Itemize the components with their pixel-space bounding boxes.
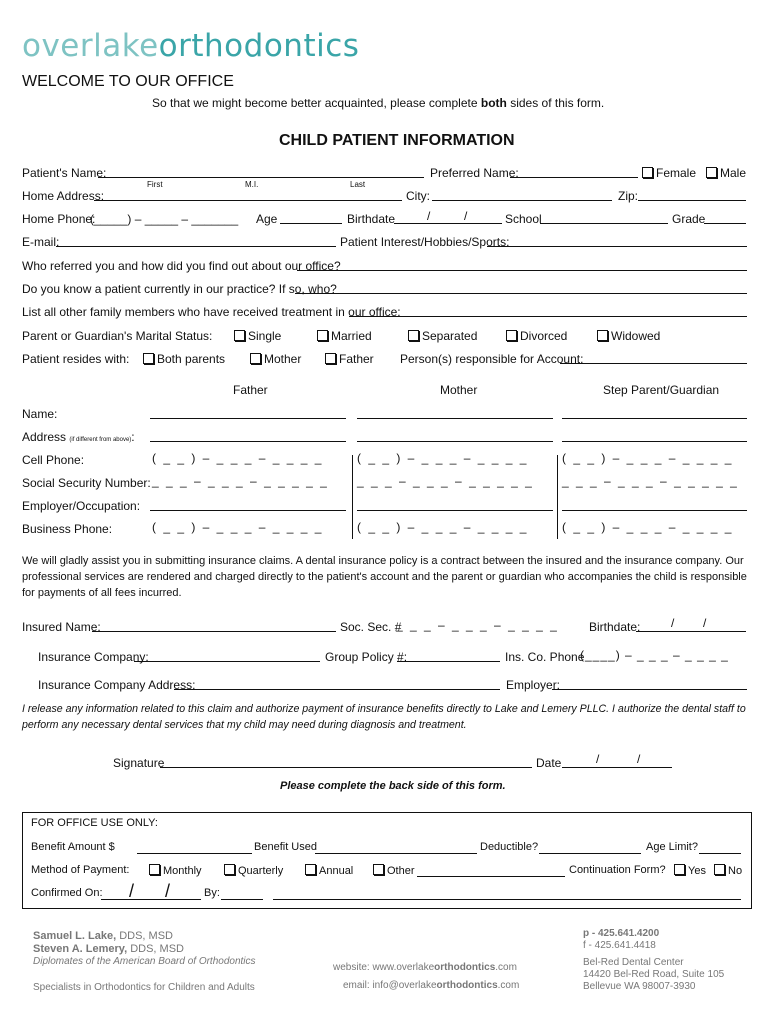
- checkbox-icon: [642, 167, 653, 178]
- continuation-no-checkbox[interactable]: No: [714, 864, 742, 877]
- intro-text: So that we might become better acquainted, please complete both sides of this form.: [152, 96, 605, 110]
- step-address-field[interactable]: [562, 441, 747, 442]
- marital-separated-checkbox[interactable]: Separated: [408, 329, 477, 343]
- checkbox-icon: [597, 330, 608, 341]
- step-employer-field[interactable]: [562, 510, 747, 511]
- referred-label: Who referred you and how did you find out about our office?: [22, 259, 341, 273]
- home-phone-label: Home Phone:: [22, 212, 96, 226]
- insurance-address-label: Insurance Company Address:: [38, 678, 196, 692]
- payment-method-label: Method of Payment:: [31, 864, 130, 876]
- checkbox-icon: [149, 864, 160, 875]
- checkbox-icon: [674, 864, 685, 875]
- mother-name-field[interactable]: [357, 418, 553, 419]
- date-label: Date: [536, 756, 562, 770]
- payment-annual-checkbox[interactable]: Annual: [305, 864, 353, 877]
- ins-co-phone-field[interactable]: (____) – _ _ _ – _ _ _ _: [580, 648, 729, 662]
- specialists-text: Specialists in Orthodontics for Children and Adults: [33, 982, 255, 993]
- payment-other-checkbox[interactable]: Other: [373, 864, 415, 877]
- mother-business-phone-field[interactable]: ( _ _ ) – _ _ _ – _ _ _ _: [357, 520, 529, 534]
- checkbox-icon: [373, 864, 384, 875]
- group-policy-field[interactable]: [397, 661, 500, 662]
- insurance-statement: We will gladly assist you in submitting insurance claims. A dental insurance policy is a contract between the insured and the insurance company. Our professional services are rendered and charged directly to the patient's account and the parent or guardian who accompanies the child is responsible for payments of all fees incurred.: [22, 555, 747, 599]
- resides-both-checkbox[interactable]: Both parents: [143, 352, 225, 366]
- age-limit-field[interactable]: [699, 853, 741, 854]
- responsible-field[interactable]: [560, 363, 747, 364]
- insured-ssn-field[interactable]: _ _ _ – _ _ _ – _ _ _ _: [396, 618, 559, 632]
- family-field[interactable]: [349, 316, 747, 317]
- office-title: FOR OFFICE USE ONLY:: [31, 817, 158, 829]
- street-address: 14420 Bel-Red Road, Suite 105: [583, 969, 725, 980]
- marital-married-checkbox[interactable]: Married: [317, 329, 372, 343]
- by-field[interactable]: [273, 899, 741, 900]
- home-phone-field[interactable]: (_____) – _____ – _______: [90, 212, 239, 226]
- payment-monthly-checkbox[interactable]: Monthly: [149, 864, 202, 877]
- diplomates-text: Diplomates of the American Board of Orthodontics: [33, 956, 256, 967]
- back-side-note: Please complete the back side of this form.: [280, 780, 506, 792]
- insurance-company-label: Insurance Company:: [38, 650, 149, 664]
- signature-field[interactable]: [160, 767, 532, 768]
- age-label: Age: [256, 212, 278, 226]
- address-field[interactable]: [94, 200, 402, 201]
- deductible-field[interactable]: [539, 853, 641, 854]
- payment-other-field[interactable]: [417, 876, 565, 877]
- payment-quarterly-checkbox[interactable]: Quarterly: [224, 864, 283, 877]
- mother-employer-field[interactable]: [357, 510, 553, 511]
- responsible-label: Person(s) responsible for Account:: [400, 352, 584, 366]
- logo-text-1: overlake: [22, 28, 159, 64]
- group-policy-label: Group Policy #:: [325, 650, 408, 664]
- email-label: E-mail:: [22, 235, 60, 249]
- father-ssn-field[interactable]: _ _ _ – _ _ _ – _ _ _ _ _: [152, 474, 329, 488]
- practice-logo: [22, 28, 359, 64]
- checkbox-icon: [234, 330, 245, 341]
- insured-birthdate-label: Birthdate:: [589, 620, 641, 634]
- confirmed-on-field[interactable]: [101, 899, 201, 900]
- phone-number: p - 425.641.4200: [583, 928, 660, 939]
- mother-ssn-field[interactable]: _ _ _ – _ _ _ – _ _ _ _ _: [357, 474, 534, 488]
- birthdate-slash: /: [464, 209, 468, 223]
- birthdate-slash: /: [427, 209, 431, 223]
- referred-field[interactable]: [297, 270, 747, 271]
- insured-name-label: Insured Name:: [22, 620, 101, 634]
- marital-single-checkbox[interactable]: Single: [234, 329, 281, 343]
- step-name-field[interactable]: [562, 418, 747, 419]
- release-statement: I release any information related to this claim and authorize payment of insurance benefits directly to Lake and Lemery PLLC. I authorize the dental staff to perform any necessary dental services that my child may need during diagnosis and treatment.: [22, 703, 746, 731]
- checkbox-icon: [714, 864, 725, 875]
- city-label: City:: [406, 189, 430, 203]
- employer-field[interactable]: [552, 689, 747, 690]
- father-cell-field[interactable]: ( _ _ ) – _ _ _ – _ _ _ _: [152, 451, 324, 465]
- school-label: School: [505, 212, 542, 226]
- benefit-used-label: Benefit Used: [254, 841, 317, 853]
- marital-widowed-checkbox[interactable]: Widowed: [597, 329, 660, 343]
- continuation-yes-checkbox[interactable]: Yes: [674, 864, 706, 877]
- row-cell-label: Cell Phone:: [22, 453, 85, 467]
- insurance-company-field[interactable]: [134, 661, 320, 662]
- patient-name-label: Patient's Name:: [22, 166, 107, 180]
- benefit-amount-field[interactable]: [137, 853, 252, 854]
- female-checkbox[interactable]: Female: [642, 166, 696, 180]
- date-field[interactable]: [562, 767, 672, 768]
- interests-label: Patient Interest/Hobbies/Sports:: [340, 235, 510, 249]
- row-ssn-label: Social Security Number:: [22, 476, 151, 490]
- ins-co-phone-label: Ins. Co. Phone: [505, 650, 585, 664]
- office-use-box: [22, 812, 752, 909]
- mother-address-field[interactable]: [357, 441, 553, 442]
- checkbox-icon: [317, 330, 328, 341]
- know-patient-label: Do you know a patient currently in our practice? If so, who?: [22, 282, 337, 296]
- signature-label: Signature: [113, 756, 165, 770]
- birthdate-slash: /: [671, 616, 675, 630]
- date-slash: /: [129, 881, 135, 901]
- first-caption: First: [147, 180, 163, 189]
- row-business-phone-label: Business Phone:: [22, 522, 113, 536]
- continuation-label: Continuation Form?: [569, 864, 666, 876]
- grade-field[interactable]: [704, 223, 746, 224]
- last-caption: Last: [350, 180, 366, 189]
- family-label: List all other family members who have received treatment in our office:: [22, 305, 401, 319]
- row-address-label: Address (if different from above):: [22, 430, 135, 444]
- male-checkbox[interactable]: Male: [706, 166, 746, 180]
- step-cell-field[interactable]: ( _ _ ) – _ _ _ – _ _ _ _: [562, 451, 734, 465]
- row-name-label: Name:: [22, 407, 58, 421]
- checkbox-icon: [250, 353, 261, 364]
- col-mother: Mother: [440, 383, 478, 397]
- insured-birthdate-field[interactable]: [636, 631, 746, 632]
- by-label: By:: [204, 887, 220, 899]
- col-step-parent: Step Parent/Guardian: [603, 383, 720, 397]
- marital-divorced-checkbox[interactable]: Divorced: [506, 329, 567, 343]
- email-link[interactable]: email: info@overlakeorthodontics.com: [343, 980, 520, 991]
- checkbox-icon: [706, 167, 717, 178]
- checkbox-icon: [224, 864, 235, 875]
- insured-name-field[interactable]: [92, 631, 336, 632]
- grade-label: Grade: [672, 212, 706, 226]
- date-slash: /: [637, 752, 641, 766]
- zip-label: Zip:: [618, 189, 639, 203]
- row-employer-label: Employer/Occupation:: [22, 499, 141, 513]
- logo-text-2: orthodontics: [158, 28, 360, 64]
- zip-field[interactable]: [638, 200, 746, 201]
- checkbox-icon: [305, 864, 316, 875]
- age-limit-label: Age Limit?: [646, 841, 698, 853]
- employer-label: Employer:: [506, 678, 561, 692]
- patient-name-field[interactable]: [98, 177, 424, 178]
- insurance-address-field[interactable]: [174, 689, 500, 690]
- checkbox-icon: [325, 353, 336, 364]
- father-business-phone-field[interactable]: ( _ _ ) – _ _ _ – _ _ _ _: [152, 520, 324, 534]
- step-business-phone-field[interactable]: ( _ _ ) – _ _ _ – _ _ _ _: [562, 520, 734, 534]
- city-field[interactable]: [432, 200, 612, 201]
- website-link[interactable]: website: www.overlakeorthodontics.com: [333, 962, 517, 973]
- know-patient-field[interactable]: [295, 293, 747, 294]
- checkbox-icon: [143, 353, 154, 364]
- fax-number: f - 425.641.4418: [583, 940, 656, 951]
- resides-father-checkbox[interactable]: Father: [325, 352, 374, 366]
- deductible-label: Deductible?: [480, 841, 539, 853]
- address-label: Home Address:: [22, 189, 105, 203]
- resides-label: Patient resides with:: [22, 352, 130, 366]
- confirmed-on-label: Confirmed On:: [31, 887, 103, 899]
- preferred-name-field[interactable]: [510, 177, 638, 178]
- doctor-2: Steven A. Lemery, DDS, MSD: [33, 943, 184, 955]
- father-name-field[interactable]: [150, 418, 346, 419]
- doctor-1: Samuel L. Lake, DDS, MSD: [33, 930, 173, 942]
- center-name: Bel-Red Dental Center: [583, 957, 684, 968]
- welcome-heading: WELCOME TO OUR OFFICE: [22, 73, 234, 90]
- birthdate-slash: /: [703, 616, 707, 630]
- email-field[interactable]: [56, 246, 336, 247]
- resides-mother-checkbox[interactable]: Mother: [250, 352, 301, 366]
- date-slash: /: [165, 881, 171, 901]
- step-ssn-field[interactable]: _ _ _ – _ _ _ – _ _ _ _ _: [562, 474, 739, 488]
- benefit-used-field[interactable]: [315, 853, 477, 854]
- checkbox-icon: [408, 330, 419, 341]
- school-field[interactable]: [540, 223, 668, 224]
- section-title: CHILD PATIENT INFORMATION: [279, 132, 515, 149]
- father-employer-field[interactable]: [150, 510, 346, 511]
- checkbox-icon: [506, 330, 517, 341]
- birthdate-label: Birthdate: [347, 212, 396, 226]
- col-father: Father: [233, 383, 268, 397]
- column-divider: [557, 455, 558, 539]
- marital-label: Parent or Guardian's Marital Status:: [22, 329, 213, 343]
- preferred-name-label: Preferred Name:: [430, 166, 519, 180]
- insured-ssn-label: Soc. Sec. #: [340, 620, 402, 634]
- birthdate-field[interactable]: [394, 223, 502, 224]
- interests-field[interactable]: [487, 246, 747, 247]
- by-initials-field[interactable]: [221, 899, 263, 900]
- age-field[interactable]: [280, 223, 342, 224]
- city-address: Bellevue WA 98007-3930: [583, 981, 696, 992]
- mi-caption: M.I.: [245, 180, 259, 189]
- mother-cell-field[interactable]: ( _ _ ) – _ _ _ – _ _ _ _: [357, 451, 529, 465]
- date-slash: /: [596, 752, 600, 766]
- column-divider: [352, 455, 353, 539]
- father-address-field[interactable]: [150, 441, 346, 442]
- benefit-amount-label: Benefit Amount $: [31, 841, 115, 853]
